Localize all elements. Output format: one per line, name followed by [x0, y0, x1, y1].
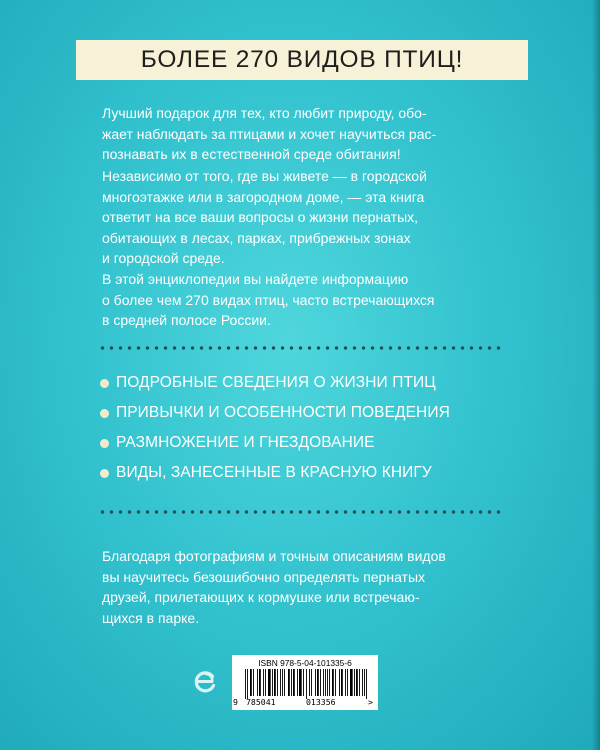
barcode-bar	[291, 669, 292, 696]
paragraph-line: жает наблюдать за птицами и хочет научиться рас-	[102, 125, 437, 142]
paragraph-line: В этой энциклопедии вы найдете информацию	[102, 271, 409, 287]
paragraph-line: Независимо от того, где вы живете — в городской	[102, 168, 427, 184]
bullet-icon	[100, 379, 109, 388]
barcode-bar	[253, 669, 254, 696]
feature-label: ВИДЫ, ЗАНЕСЕННЫЕ В КРАСНУЮ КНИГУ	[116, 464, 432, 481]
headline-text: БОЛЕЕ 270 ВИДОВ ПТИЦ!	[140, 46, 464, 73]
barcode-bar	[323, 669, 324, 696]
ean-right-group: 013356	[306, 697, 336, 707]
paragraph-line: Лучший подарок для тех, кто любит природу, обо-	[102, 105, 427, 121]
bullet-icon	[100, 469, 109, 478]
barcode-bar	[335, 669, 336, 696]
barcode-bar	[311, 669, 312, 696]
feature-list	[100, 368, 520, 488]
dotted-divider-top	[98, 346, 502, 350]
paragraph-line: обитающих в лесах, парках, прибрежных зонах	[102, 229, 411, 246]
feature-label: РАЗМНОЖЕНИЕ И ГНЕЗДОВАНИЕ	[116, 434, 375, 451]
barcode-bar	[245, 669, 246, 699]
barcode-bar	[364, 669, 365, 696]
feature-label: ПОДРОБНЫЕ СВЕДЕНИЯ О ЖИЗНИ ПТИЦ	[116, 374, 436, 391]
paragraph-line: вы научитесь безошибочно определять пернатых	[102, 568, 426, 585]
barcode-bar	[317, 669, 319, 696]
ean-marker: >	[368, 697, 373, 707]
barcode-bar	[259, 669, 261, 696]
paragraph-line: ответит на все ваши вопросы о жизни пернатых,	[102, 209, 419, 225]
isbn-barcode	[232, 655, 378, 710]
barcode-bar	[341, 669, 343, 696]
barcode-bars-icon	[237, 669, 373, 699]
dotted-divider-bottom	[98, 510, 502, 514]
barcode-bar	[263, 669, 264, 696]
habitat-paragraph	[102, 166, 502, 269]
barcode-bar	[309, 669, 310, 696]
barcode-bar	[280, 669, 281, 696]
feature-item	[100, 398, 520, 428]
paragraph-line: щихся в парке.	[102, 609, 200, 626]
barcode-bar	[297, 669, 298, 696]
paragraph-line: Благодаря фотографиям и точным описаниям видов	[102, 548, 446, 564]
publisher-logo-icon	[192, 668, 218, 694]
intro-paragraph	[102, 103, 502, 165]
barcode-bar	[306, 669, 307, 699]
feature-item	[100, 458, 520, 488]
barcode-bar	[247, 669, 248, 699]
barcode-bar	[362, 669, 363, 696]
barcode-bar	[329, 669, 330, 696]
headline-banner	[76, 40, 528, 80]
paragraph-line: о более чем 270 видах птиц, часто встречающихся	[102, 291, 435, 308]
barcode-bar	[332, 669, 334, 696]
barcode-bar	[366, 669, 367, 699]
paragraph-line: друзей, прилетающих к кормушке или встречаю-	[102, 589, 420, 605]
barcode-bar	[315, 669, 316, 696]
barcode-bar	[293, 669, 295, 696]
barcode-bar	[327, 669, 328, 696]
barcode-bar	[282, 669, 283, 696]
encyclopedia-paragraph	[102, 269, 502, 331]
barcode-bar	[277, 669, 278, 696]
barcode-bar	[265, 669, 266, 696]
paragraph-line: и городской среде.	[102, 250, 225, 266]
barcode-bar	[320, 669, 321, 696]
barcode-bar	[272, 669, 273, 696]
feature-label: ПРИВЫЧКИ И ОСОБЕННОСТИ ПОВЕДЕНИЯ	[116, 404, 450, 421]
barcode-bar	[359, 669, 360, 696]
barcode-bar	[354, 669, 355, 696]
barcode-bar	[303, 669, 304, 696]
paragraph-line: многоэтажке или в загородном доме, — эта книга	[102, 188, 425, 205]
barcode-bar	[350, 669, 353, 696]
ean-first-digit: 9	[233, 697, 238, 707]
barcode-bar	[274, 669, 276, 696]
barcode-bar	[268, 669, 271, 696]
bullet-icon	[100, 409, 109, 418]
barcode-bar	[299, 669, 302, 696]
barcode-bar	[257, 669, 258, 696]
feature-item	[100, 428, 520, 458]
paragraph-line: в средней полосе России.	[102, 312, 271, 328]
ean-digits	[232, 697, 378, 708]
barcode-bar	[325, 669, 326, 696]
isbn-number: ISBN 978-5-04-101335-6	[258, 658, 352, 668]
ean-left-group: 785041	[246, 697, 276, 707]
feature-item	[100, 368, 520, 398]
barcode-bar	[284, 669, 285, 696]
barcode-bar	[345, 669, 346, 696]
barcode-bar	[288, 669, 290, 696]
barcode-bar	[339, 669, 340, 696]
paragraph-line: познавать их в естественной среде обитания!	[102, 146, 401, 162]
barcode-bar	[250, 669, 252, 696]
closing-paragraph	[102, 546, 502, 628]
barcode-bar	[347, 669, 348, 696]
barcode-bar	[356, 669, 358, 696]
bullet-icon	[100, 439, 109, 448]
